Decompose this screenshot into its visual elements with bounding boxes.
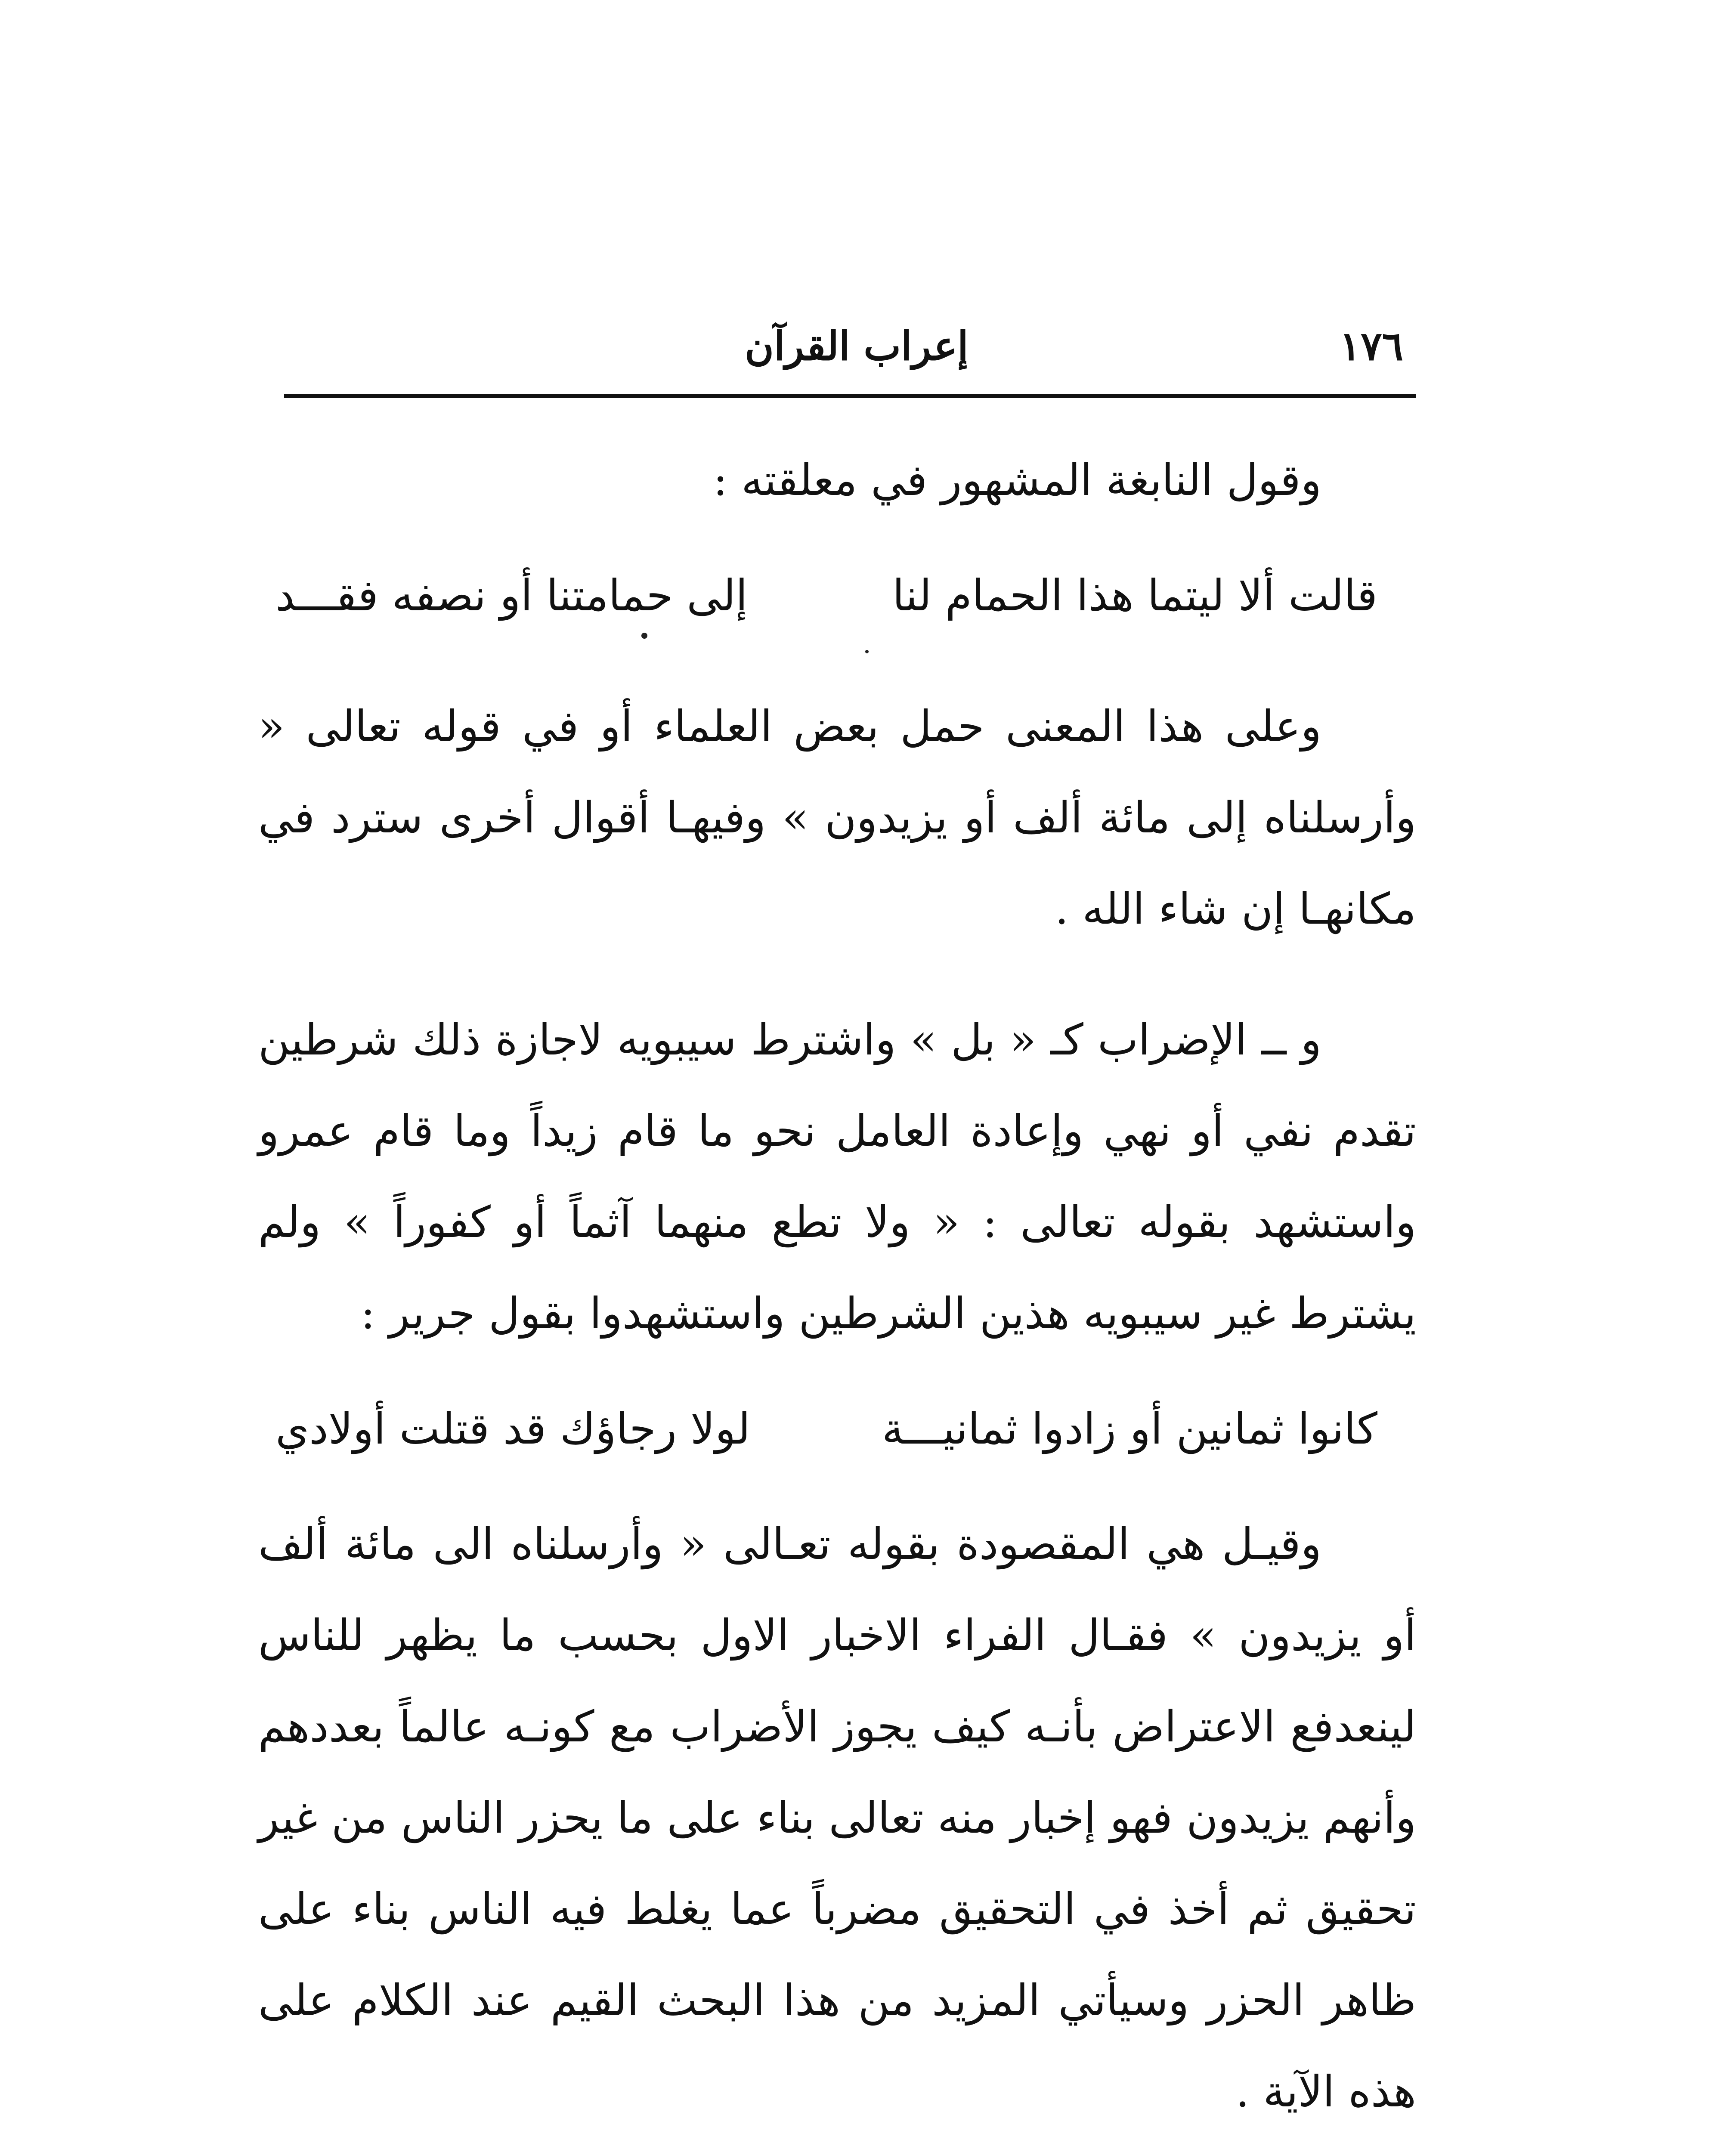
running-title: إعراب القرآن <box>745 323 969 369</box>
print-speck <box>641 633 647 639</box>
intro-line: وقول النابغة المشهور في معلقته : <box>713 455 1321 505</box>
header-rule <box>284 394 1416 398</box>
page-body <box>258 435 1416 2152</box>
print-speck <box>865 650 869 653</box>
verse-first-hemistich: كانوا ثمانين أو زادوا ثمانيـــة <box>882 1404 1377 1454</box>
verse-first-hemistich: قالت ألا ليتما هذا الحمام لنا <box>892 570 1377 621</box>
paragraph-meaning: وعلى هذا المعنى حمل بعض العلماء أو في قوله تعالى « وأرسلناه إلى مائة ألف أو يزيدون » وفيهـا أقوال أخرى سترد في مكانهـا إن شاء الله . <box>258 701 1416 934</box>
verse-nabigha <box>258 550 1416 641</box>
verse-jarir <box>258 1383 1416 1475</box>
verse-second-hemistich: لولا رجاؤك قد قتلت أولادي <box>275 1404 751 1454</box>
page-header <box>284 297 1416 400</box>
paragraph-idrab: و ــ الإضراب كـ « بل » واشترط سيبويه لاجازة ذلك شرطين تقدم نفي أو نهي وإعادة العامل نحو ما قام زيداً وما قام عمرو واستشهد بقوله تعالى : « ولا تطع منهما آثماً أو كفوراً » ولم يشترط غير سيبويه هذين الشرطين واستشهدوا بقول جرير : <box>258 1014 1416 1339</box>
paragraph-farra: وقيـل هي المقصودة بقوله تعـالى « وأرسلناه الى مائة ألف أو يزيدون » فقـال الفراء الاخبار الاول بحسب ما يظهر للناس لينعدفع الاعتراض بأنـه كيف يجوز الأضراب مع كونـه عالماً بعددهم وأنهم يزيدون فهو إخبار منه تعالى بناء على ما يحزر الناس من غير تحقيق ثم أخذ في التحقيق مضرباً عما يغلط فيه الناس بناء على ظاهر الحزر وسيأتي المزيد من هذا البحث القيم عند الكلام على هذه الآية . <box>258 1519 1416 2117</box>
page-number: ١٧٦ <box>1339 323 1403 369</box>
verse-second-hemistich: إلى حمامتنا أو نصفه فقـــد <box>275 570 748 621</box>
